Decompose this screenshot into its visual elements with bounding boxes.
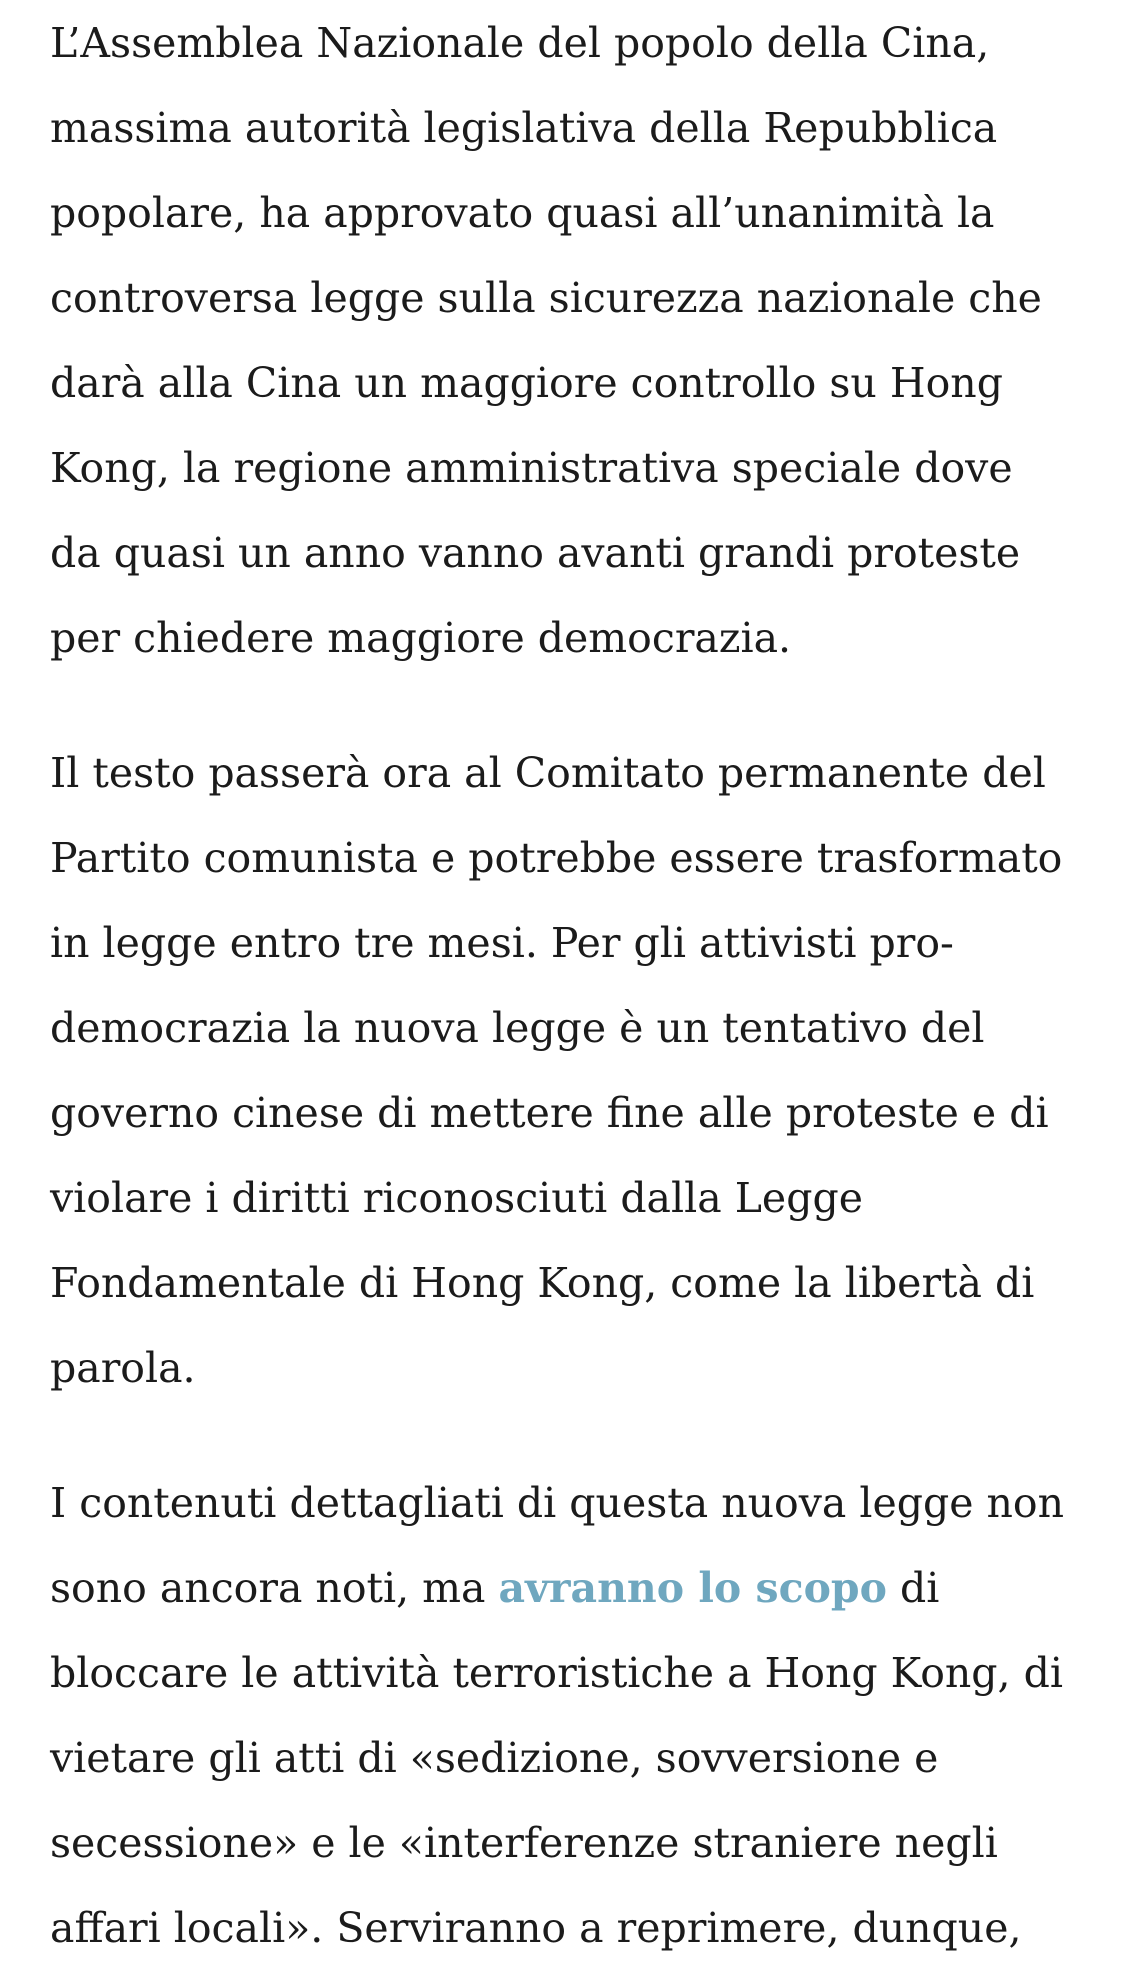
text-line: democrazia la nuova legge è un tentativo del bbox=[50, 1004, 985, 1052]
text-segment: di bbox=[886, 1564, 940, 1612]
text-line: controversa legge sulla sicurezza nazionale che bbox=[50, 274, 1042, 322]
text-line: parola. bbox=[50, 1344, 196, 1392]
text-line: in legge entro tre mesi. Per gli attivisti pro- bbox=[50, 919, 954, 967]
text-line: affari locali». Serviranno a reprimere, dunque, bbox=[50, 1904, 1022, 1952]
text-line: massima autorità legislativa della Repubblica bbox=[50, 104, 998, 152]
text-line: violare i diritti riconosciuti dalla Legge bbox=[50, 1174, 863, 1222]
text-segment: sono ancora noti, ma bbox=[50, 1564, 499, 1612]
text-line: governo cinese di mettere fine alle proteste e di bbox=[50, 1089, 1049, 1137]
paragraph-spacer bbox=[50, 681, 1100, 731]
text-line: secessione» e le «interferenze straniere negli bbox=[50, 1819, 998, 1867]
text-line: Partito comunista e potrebbe essere trasformato bbox=[50, 834, 1063, 882]
text-line: da quasi un anno vanno avanti grandi proteste bbox=[50, 529, 1021, 577]
article-body bbox=[50, 0, 1100, 1971]
paragraph-spacer bbox=[50, 1411, 1100, 1461]
paragraph bbox=[50, 731, 1100, 1411]
text-line: popolare, ha approvato quasi all’unanimità la bbox=[50, 189, 995, 237]
text-line: darà alla Cina un maggiore controllo su Hong bbox=[50, 359, 1003, 407]
text-line: Kong, la regione amministrativa speciale dove bbox=[50, 444, 1013, 492]
paragraph bbox=[50, 0, 1100, 681]
text-line bbox=[50, 1546, 1100, 1631]
inline-article-link[interactable]: avranno lo scopo bbox=[498, 1564, 887, 1612]
text-line: Fondamentale di Hong Kong, come la libertà di bbox=[50, 1259, 1035, 1307]
text-line: bloccare le attività terroristiche a Hong Kong, di bbox=[50, 1649, 1063, 1697]
text-line: per chiedere maggiore democrazia. bbox=[50, 614, 792, 662]
text-line: vietare gli atti di «sedizione, sovversione e bbox=[50, 1734, 939, 1782]
text-line: Il testo passerà ora al Comitato permanente del bbox=[50, 749, 1046, 797]
text-line: L’Assemblea Nazionale del popolo della Cina, bbox=[50, 19, 990, 67]
text-line: I contenuti dettagliati di questa nuova legge non bbox=[50, 1479, 1064, 1527]
paragraph bbox=[50, 1461, 1100, 1971]
